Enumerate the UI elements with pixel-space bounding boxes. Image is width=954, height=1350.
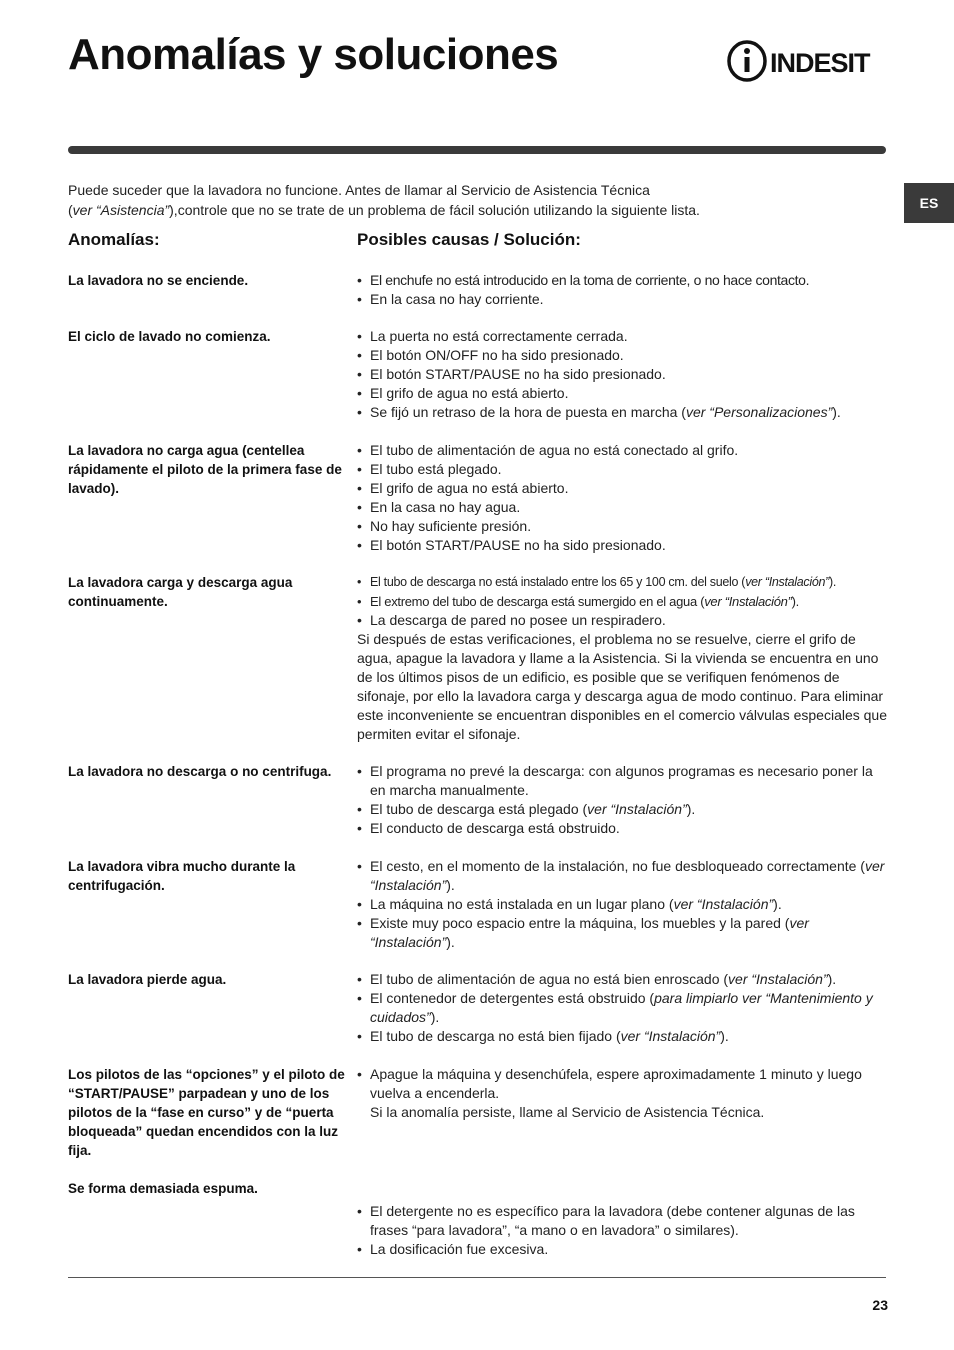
cause-item: • En la casa no hay corriente. bbox=[357, 290, 887, 309]
anomaly-vibration: La lavadora vibra mucho durante la centrifugación. bbox=[68, 859, 296, 893]
anomaly-continuous-fill-drain: La lavadora carga y descarga agua continuamente. bbox=[68, 575, 293, 609]
cause-item: • El programa no prevé la descarga: con algunos programas es necesario poner la en marcha manualmente. bbox=[357, 762, 887, 800]
intro-reference: ver “Asistencia” bbox=[72, 202, 170, 218]
cause-item: • La puerta no está correctamente cerrada. bbox=[357, 327, 887, 346]
footer-rule bbox=[68, 1277, 886, 1278]
intro-paragraph bbox=[68, 180, 808, 220]
cause-item: • Se fijó un retraso de la hora de puesta en marcha (ver “Personalizaciones”). bbox=[357, 403, 887, 422]
language-tab: ES bbox=[904, 183, 954, 223]
solution-cycle-not-start bbox=[357, 327, 887, 422]
intro-line-2: (ver “Asistencia”),controle que no se trate de un problema de fácil solución utilizando la siguiente lista. bbox=[68, 202, 700, 218]
siphon-note: Si después de estas verificaciones, el problema no se resuelve, cierre el grifo de agua, apague la lavadora y llame a la Asistencia. Si la vivienda se encuentra en uno de los últimos pisos de un edificio, es posible que se verifiquen fenómenos de sifonaje, por ello la lavadora carga y descarga agua de modo continuo. Para eliminar este inconveniente se encuentran disponibles en el comercio válvulas especiales que permiten evitar el sifonaje. bbox=[357, 631, 887, 742]
cause-item: • El grifo de agua no está abierto. bbox=[357, 384, 887, 403]
cause-item: • El contenedor de detergentes está obstruido (para limpiarlo ver “Mantenimiento y cuidados”). bbox=[357, 989, 887, 1027]
cause-item: • El cesto, en el momento de la instalación, no fue desbloqueado correctamente (ver “Instalación”). bbox=[357, 857, 887, 895]
cause-item: • El enchufe no está introducido en la toma de corriente, o no hace contacto. bbox=[357, 271, 887, 290]
solution-no-power bbox=[357, 271, 887, 309]
causes-header: Posibles causas / Solución: bbox=[357, 230, 581, 249]
anomaly-no-drain-spin: La lavadora no descarga o no centrifuga. bbox=[68, 764, 332, 779]
anomaly-excess-foam: Se forma demasiada espuma. bbox=[68, 1181, 258, 1196]
page-number: 23 bbox=[872, 1297, 888, 1313]
cause-item: • El detergente no es específico para la lavadora (debe contener algunas de las frases “para lavadora”, “a mano o en lavadora” o similares). bbox=[357, 1202, 887, 1240]
cause-item: • El tubo de descarga no está bien fijado (ver “Instalación”). bbox=[357, 1027, 887, 1046]
cause-item: • El tubo está plegado. bbox=[357, 460, 887, 479]
anomaly-blinking-lights: Los pilotos de las “opciones” y el piloto de “START/PAUSE” parpadean y uno de los pilotos de la “fase en curso” y de “puerta bloqueada” quedan encendidos con la luz fija. bbox=[68, 1067, 345, 1158]
assistance-note: Si la anomalía persiste, llame al Servicio de Asistencia Técnica. bbox=[370, 1104, 765, 1120]
anomaly-water-leak: La lavadora pierde agua. bbox=[68, 972, 227, 987]
intro-line-1: Puede suceder que la lavadora no funcione. Antes de llamar al Servicio de Asistencia Técnica bbox=[68, 182, 650, 198]
solution-excess-foam bbox=[357, 1202, 887, 1259]
cause-item: • La descarga de pared no posee un respiradero. bbox=[357, 611, 887, 630]
cause-item: • El extremo del tubo de descarga está sumergido en el agua (ver “Instalación”). bbox=[357, 592, 887, 611]
brand-name: INDESIT bbox=[770, 48, 870, 78]
header-rule bbox=[68, 146, 886, 154]
cause-item: • La dosificación fue excesiva. bbox=[357, 1240, 887, 1259]
solution-no-drain-spin bbox=[357, 762, 887, 838]
solution-vibration bbox=[357, 857, 887, 952]
indesit-logo bbox=[726, 40, 888, 82]
cause-item: • No hay suficiente presión. bbox=[357, 517, 887, 536]
cause-item: • El tubo de alimentación de agua no está conectado al grifo. bbox=[357, 441, 887, 460]
cause-item: • El tubo de alimentación de agua no está bien enroscado (ver “Instalación”). bbox=[357, 970, 887, 989]
cause-item: • La máquina no está instalada en un lugar plano (ver “Instalación”). bbox=[357, 895, 887, 914]
solution-blinking-lights bbox=[357, 1065, 887, 1122]
anomaly-no-power: La lavadora no se enciende. bbox=[68, 273, 249, 288]
cause-item: • En la casa no hay agua. bbox=[357, 498, 887, 517]
cause-item: • Apague la máquina y desenchúfela, espere aproximadamente 1 minuto y luego vuelva a encenderla. bbox=[357, 1065, 887, 1103]
anomalies-header: Anomalías: bbox=[68, 230, 160, 249]
cause-item: • El grifo de agua no está abierto. bbox=[357, 479, 887, 498]
cause-item: • El botón ON/OFF no ha sido presionado. bbox=[357, 346, 887, 365]
solution-water-leak bbox=[357, 970, 887, 1046]
solution-continuous-fill-drain bbox=[357, 573, 887, 744]
page-title: Anomalías y soluciones bbox=[68, 30, 559, 79]
solution-no-water-intake bbox=[357, 441, 887, 555]
cause-item: • Existe muy poco espacio entre la máquina, los muebles y la pared (ver “Instalación”). bbox=[357, 914, 887, 952]
cause-item: • El botón START/PAUSE no ha sido presionado. bbox=[357, 365, 887, 384]
cause-item: • El conducto de descarga está obstruido. bbox=[357, 819, 887, 838]
anomaly-no-water-intake: La lavadora no carga agua (centellea rápidamente el piloto de la primera fase de lavado). bbox=[68, 443, 342, 496]
cause-item: • El botón START/PAUSE no ha sido presionado. bbox=[357, 536, 887, 555]
cause-item: • El tubo de descarga está plegado (ver “Instalación”). bbox=[357, 800, 887, 819]
anomaly-cycle-not-start: El ciclo de lavado no comienza. bbox=[68, 329, 271, 344]
cause-item: • El tubo de descarga no está instalado entre los 65 y 100 cm. del suelo (ver “Instalación”). bbox=[357, 573, 887, 592]
